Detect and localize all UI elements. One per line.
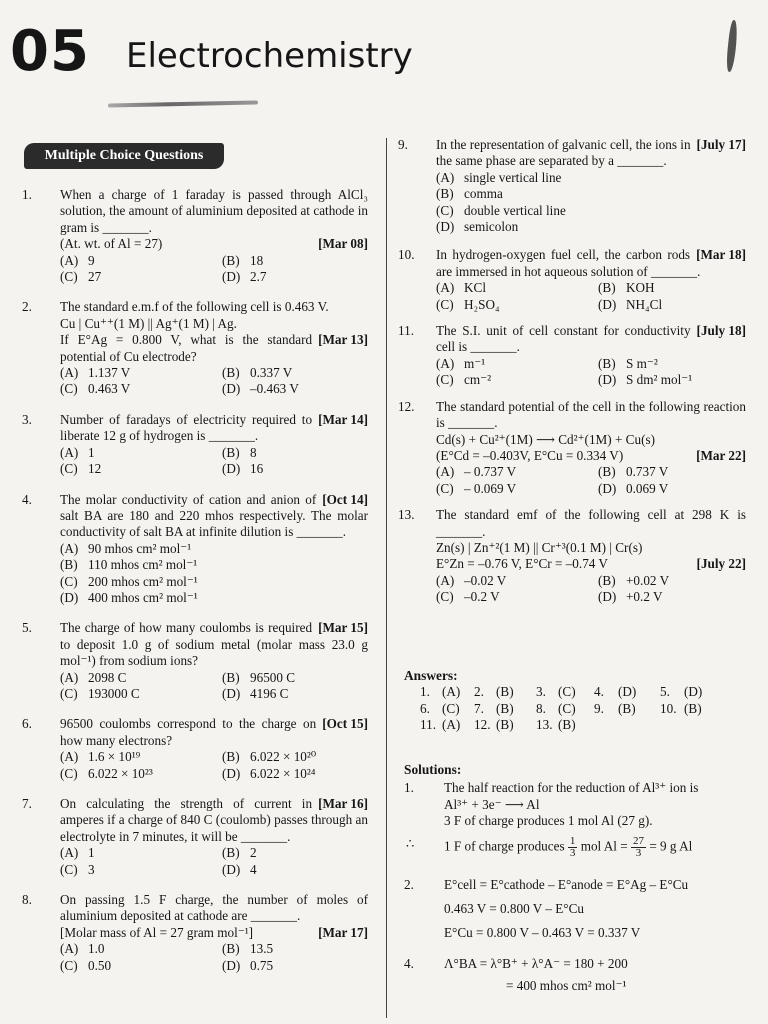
solution-number: 4.	[404, 955, 414, 971]
option-text: 0.737 V	[626, 464, 669, 480]
option-d	[60, 590, 368, 606]
option-label: (D)	[60, 589, 79, 605]
option-text: –0.02 V	[464, 572, 507, 588]
option-c	[60, 574, 368, 590]
exam-tag: [Oct 15]	[322, 716, 368, 732]
option-a	[60, 445, 222, 461]
option-label: (A)	[60, 669, 79, 685]
option-text: S dm² mol⁻¹	[626, 372, 693, 388]
option-label: (A)	[60, 845, 79, 861]
option-b	[436, 186, 746, 202]
option-label: (D)	[222, 957, 241, 973]
question-number: 7.	[22, 796, 32, 811]
option-label: (C)	[60, 461, 78, 477]
option-text: semicolon	[464, 219, 519, 235]
option-text: 0.463 V	[88, 381, 131, 397]
answer-option: (C)	[442, 700, 460, 716]
option-d	[436, 219, 746, 235]
question-number: 10.	[398, 247, 415, 263]
question-number: 8.	[22, 892, 32, 908]
answer-option: (D)	[684, 684, 703, 700]
options	[60, 941, 368, 974]
question-12	[398, 399, 746, 497]
question-11	[398, 323, 746, 389]
option-text: double vertical line	[464, 202, 566, 218]
option-text: 1	[88, 444, 95, 460]
option-b	[222, 941, 368, 957]
option-b	[222, 670, 368, 686]
option-d	[222, 381, 368, 397]
answer-number: 12.	[474, 717, 491, 733]
solution-text: = 9 g Al	[649, 838, 693, 854]
question-text: Cd(s) + Cu²⁺(1M) ⟶ Cd²⁺(1M) + Cu(s)	[436, 431, 655, 447]
answer-number: 9.	[594, 700, 604, 716]
left-column	[22, 187, 368, 984]
option-label: (C)	[436, 296, 454, 312]
numerator: 27	[633, 834, 645, 847]
option-d	[598, 481, 746, 497]
solution-equation: 0.463 V = 0.800 V – E°Cu	[444, 900, 584, 916]
question-number: 2.	[22, 299, 32, 315]
chapter-number: 05	[10, 19, 90, 84]
option-a	[60, 541, 368, 557]
solution-equation: E°cell = E°cathode – E°anode = E°Ag – E°Cu	[444, 876, 689, 892]
option-c	[436, 589, 598, 605]
option-label: (A)	[436, 169, 455, 185]
option-c	[60, 381, 222, 397]
option-text: 8	[250, 444, 257, 460]
option-text: 6.022 × 10²⁴	[250, 765, 316, 781]
option-label: (D)	[222, 765, 241, 781]
option-c	[60, 461, 222, 477]
question-text: On passing 1.5 F charge, the number of moles of aluminium deposited at cathode are _______.	[60, 892, 368, 924]
options	[60, 845, 368, 878]
question-text: (At. wt. of Al = 27)	[60, 236, 163, 252]
option-label: (C)	[436, 202, 454, 218]
option-b	[222, 445, 368, 461]
option-text: 193000 C	[88, 685, 140, 701]
option-text: 2	[250, 845, 257, 861]
question-text: The molar conductivity of cation and anion of salt BA are 180 and 220 mhos respectively. The molar conductivity of salt BA at infinite dilution is _______.	[60, 491, 368, 540]
question-text: When a charge of 1 faraday is passed through AlCl₃ solution, the amount of aluminium deposited at cathode in gram is _______.	[60, 187, 368, 235]
solution-number: 1.	[404, 780, 414, 796]
question-text: The standard potential of the cell in the following reaction is _______.	[436, 398, 746, 431]
option-text: –0.463 V	[250, 381, 299, 397]
question-number: 5.	[22, 620, 32, 636]
option-b	[222, 749, 368, 765]
question-number: 11.	[398, 323, 414, 339]
option-label: (D)	[598, 480, 617, 496]
option-a	[436, 464, 598, 480]
option-label: (C)	[436, 589, 454, 605]
option-d	[222, 686, 368, 702]
option-label: (B)	[222, 444, 240, 460]
question-text: (E°Cd = –0.403V, E°Cu = 0.334 V)	[436, 447, 624, 463]
option-text: cm⁻²	[464, 372, 492, 388]
option-d	[598, 589, 746, 605]
option-text: 0.50	[88, 957, 112, 973]
option-b	[598, 464, 746, 480]
option-d	[598, 372, 746, 388]
option-b	[598, 356, 746, 372]
denominator: 3	[569, 846, 576, 859]
exam-tag: [Mar 15]	[318, 620, 368, 636]
option-text: 16	[250, 461, 264, 477]
answer-option: (A)	[442, 684, 461, 700]
question-text: Number of faradays of electricity required to liberate 12 g of hydrogen is _______.	[60, 411, 313, 444]
option-a	[60, 253, 222, 269]
options	[436, 280, 746, 313]
option-label: (C)	[60, 573, 78, 589]
option-text: 96500 C	[250, 669, 296, 685]
question-number: 13.	[398, 507, 415, 523]
question-text: The charge of how many coulombs is required to deposit 1.0 g of sodium metal (molar mass 23.0 g mol⁻¹) from sodium ions?	[60, 620, 368, 669]
answer-number: 3.	[536, 684, 546, 700]
answer-empty	[684, 717, 718, 733]
option-label: (A)	[60, 365, 79, 381]
option-text: +0.2 V	[626, 589, 663, 605]
exam-tag: [Mar 18]	[696, 247, 746, 263]
answer-option: (B)	[496, 684, 514, 700]
question-text: The standard e.m.f of the following cell is 0.463 V.	[60, 299, 329, 315]
option-text: 3	[88, 861, 95, 877]
question-6	[22, 716, 368, 782]
option-text: 4	[250, 861, 257, 877]
options	[60, 749, 368, 782]
option-label: (A)	[60, 444, 79, 460]
fraction	[631, 836, 646, 859]
solution-equation: = 400 mhos cm² mol⁻¹	[506, 977, 627, 993]
option-text: 200 mhos cm² mol⁻¹	[88, 573, 198, 589]
solutions-section	[404, 762, 748, 997]
option-label: (D)	[222, 269, 241, 285]
option-text: 110 mhos cm² mol⁻¹	[88, 557, 198, 573]
options	[60, 541, 368, 607]
solution-2	[404, 873, 748, 945]
option-text: 400 mhos cm² mol⁻¹	[88, 589, 198, 605]
option-text: 0.069 V	[626, 480, 669, 496]
fraction	[568, 836, 578, 859]
option-c	[60, 269, 222, 285]
option-label: (D)	[222, 381, 241, 397]
exam-tag: [Mar 08]	[318, 236, 368, 252]
answer-number: 4.	[594, 684, 604, 700]
option-label: (B)	[436, 186, 454, 202]
option-label: (A)	[436, 280, 455, 296]
option-text: 1.6 × 10¹⁹	[88, 749, 141, 765]
option-a	[436, 170, 746, 186]
answer-option: (B)	[684, 700, 702, 716]
answer-number: 10.	[660, 700, 677, 716]
option-a	[60, 365, 222, 381]
option-label: (D)	[222, 461, 241, 477]
option-c	[60, 862, 222, 878]
option-d	[222, 269, 368, 285]
question-text: Cu | Cu⁺⁺(1 M) || Ag⁺(1 M) | Ag.	[60, 315, 237, 331]
option-text: 0.337 V	[250, 365, 293, 381]
option-label: (A)	[60, 540, 79, 556]
option-d	[598, 297, 746, 313]
answer-empty	[660, 717, 684, 733]
option-label: (B)	[222, 252, 240, 268]
option-d	[222, 766, 368, 782]
solution-equation: Λ°BA = λ°B⁺ + λ°A⁻ = 180 + 200	[444, 955, 628, 971]
answer-number: 6.	[420, 700, 430, 716]
solution-1	[404, 780, 748, 858]
option-label: (D)	[598, 372, 617, 388]
answer-option: (D)	[618, 684, 637, 700]
option-label: (B)	[598, 572, 616, 588]
exam-tag: [July 17]	[696, 137, 746, 152]
column-divider	[386, 138, 387, 1018]
option-c	[436, 203, 746, 219]
option-label: (A)	[60, 941, 79, 957]
question-text: The standard emf of the following cell at 298 K is _______.	[436, 507, 746, 539]
option-label: (B)	[222, 749, 240, 765]
question-5	[22, 620, 368, 702]
solution-text: 1 F of charge produces	[444, 838, 565, 854]
question-7	[22, 796, 368, 878]
option-text: 2098 C	[88, 669, 127, 685]
option-text: 6.022 × 10²³	[88, 765, 153, 781]
question-9	[398, 137, 746, 235]
option-c	[60, 766, 222, 782]
numerator: 1	[569, 834, 576, 847]
answer-option: (B)	[496, 717, 514, 733]
answer-number: 13.	[536, 717, 553, 733]
option-label: (D)	[598, 296, 617, 312]
option-a	[436, 573, 598, 589]
exam-tag: [Mar 17]	[318, 924, 368, 940]
option-c	[436, 297, 598, 313]
solution-equation: E°Cu = 0.800 V – 0.463 V = 0.337 V	[444, 924, 641, 940]
option-label: (C)	[436, 480, 454, 496]
option-label: (C)	[60, 957, 78, 973]
option-text: single vertical line	[464, 169, 562, 185]
option-d	[222, 461, 368, 477]
option-label: (D)	[598, 589, 617, 605]
answer-number: 7.	[474, 700, 484, 716]
answer-number: 11.	[420, 717, 436, 733]
option-b	[60, 557, 368, 573]
option-text: 0.75	[250, 957, 274, 973]
solution-text: mol Al =	[580, 838, 628, 854]
question-text: In the representation of galvanic cell, the ions in the same phase are separated by a _______.	[436, 137, 691, 169]
option-text: 13.5	[250, 941, 274, 957]
page-edge-mark	[725, 20, 738, 73]
option-b	[598, 280, 746, 296]
option-b	[222, 365, 368, 381]
answer-number: 2.	[474, 684, 484, 700]
question-number: 3.	[22, 411, 32, 427]
solution-4	[404, 953, 748, 997]
answers-heading: Answers:	[404, 668, 458, 683]
question-text: 96500 coulombs correspond to the charge on how many electrons?	[60, 716, 317, 748]
section-badge: Multiple Choice Questions	[24, 143, 224, 169]
option-label: (C)	[60, 381, 78, 397]
option-c	[436, 481, 598, 497]
solution-number: 2.	[404, 876, 414, 892]
option-text: KCl	[464, 280, 486, 296]
question-text: Zn(s) | Zn⁺²(1 M) || Cr⁺³(0.1 M) | Cr(s)	[436, 539, 643, 555]
option-text: 6.022 × 10²⁰	[250, 749, 317, 765]
option-label: (A)	[60, 749, 79, 765]
option-c	[60, 686, 222, 702]
option-text: 1.0	[88, 941, 105, 957]
option-text: 18	[250, 252, 264, 268]
option-label: (B)	[222, 365, 240, 381]
option-text: 12	[88, 461, 102, 477]
answer-option: (A)	[442, 717, 461, 733]
option-text: S m⁻²	[626, 355, 658, 371]
option-b	[222, 253, 368, 269]
option-label: (C)	[60, 765, 78, 781]
options	[436, 464, 746, 497]
answer-number: 8.	[536, 700, 546, 716]
option-text: 9	[88, 252, 95, 268]
option-text: 90 mhos cm² mol⁻¹	[88, 540, 192, 556]
option-text: 1	[88, 845, 95, 861]
therefore-symbol: ∴	[406, 835, 415, 851]
option-a	[60, 941, 222, 957]
options	[60, 365, 368, 398]
answer-option: (B)	[618, 700, 636, 716]
option-label: (D)	[222, 685, 241, 701]
option-a	[436, 280, 598, 296]
question-text: The S.I. unit of cell constant for conductivity cell is _______.	[436, 323, 691, 355]
option-d	[222, 862, 368, 878]
option-label: (C)	[436, 372, 454, 388]
answer-option: (C)	[558, 684, 576, 700]
option-label: (B)	[598, 355, 616, 371]
answer-number: 1.	[420, 684, 430, 700]
right-column	[398, 137, 746, 616]
option-label: (B)	[60, 557, 78, 573]
option-label: (A)	[60, 252, 79, 268]
option-text: – 0.069 V	[464, 480, 517, 496]
question-8	[22, 892, 368, 974]
option-text: – 0.737 V	[464, 464, 517, 480]
option-label: (A)	[436, 464, 455, 480]
options	[436, 170, 746, 236]
title-underline	[108, 100, 258, 107]
option-a	[60, 749, 222, 765]
option-text: m⁻¹	[464, 355, 486, 371]
exam-tag: [July 18]	[696, 323, 746, 339]
question-number: 6.	[22, 716, 32, 732]
solution-text: 3 F of charge produces 1 mol Al (27 g).	[444, 813, 653, 829]
option-label: (C)	[60, 685, 78, 701]
exam-tag: [Mar 16]	[318, 796, 368, 811]
options	[60, 253, 368, 286]
denominator: 3	[635, 846, 642, 859]
question-3	[22, 412, 368, 478]
option-label: (D)	[222, 861, 241, 877]
option-text: comma	[464, 186, 503, 202]
option-c	[436, 372, 598, 388]
answer-option: (B)	[496, 700, 514, 716]
option-text: 2.7	[250, 269, 267, 285]
option-b	[222, 845, 368, 861]
exam-tag: [Mar 14]	[318, 411, 368, 427]
option-label: (A)	[436, 572, 455, 588]
exam-tag: [Mar 13]	[318, 332, 368, 348]
option-a	[436, 356, 598, 372]
answer-number: 5.	[660, 684, 670, 700]
solutions-heading: Solutions:	[404, 762, 462, 777]
solution-text: The half reaction for the reduction of Al³⁺ ion is	[444, 780, 699, 796]
option-label: (A)	[436, 355, 455, 371]
answers-grid	[420, 684, 748, 733]
exam-tag: [Oct 14]	[322, 491, 368, 507]
question-text: If E°Ag = 0.800 V, what is the standard potential of Cu electrode?	[60, 332, 313, 364]
option-label: (C)	[60, 269, 78, 285]
answers-section	[404, 668, 748, 734]
option-text: 27	[88, 269, 102, 285]
option-label: (B)	[222, 845, 240, 861]
option-text: 4196 C	[250, 685, 289, 701]
exam-tag: [July 22]	[696, 556, 746, 572]
option-text: 1.137 V	[88, 365, 131, 381]
option-a	[60, 845, 222, 861]
options	[60, 445, 368, 478]
answer-option: (B)	[558, 717, 576, 733]
option-label: (B)	[598, 464, 616, 480]
chapter-title: Electrochemistry	[126, 36, 413, 76]
option-c	[60, 958, 222, 974]
options	[436, 573, 746, 606]
question-4	[22, 492, 368, 607]
question-text: [Molar mass of Al = 27 gram mol⁻¹]	[60, 924, 254, 940]
question-text: In hydrogen-oxygen fuel cell, the carbon rods are immersed in hot aqueous solution of _______.	[436, 247, 701, 279]
option-text: +0.02 V	[626, 572, 670, 588]
question-13	[398, 507, 746, 605]
question-number: 9.	[398, 137, 408, 152]
solution-equation: Al³⁺ + 3e⁻ ⟶ Al	[444, 796, 540, 812]
options	[436, 356, 746, 389]
option-label: (C)	[60, 861, 78, 877]
option-b	[598, 573, 746, 589]
question-text: E°Zn = –0.76 V, E°Cr = –0.74 V	[436, 556, 608, 572]
question-text: On calculating the strength of current in amperes if a charge of 840 C (coulomb) passes through an electrolyte in 7 minutes, it will be _______.	[60, 796, 368, 844]
options	[60, 670, 368, 703]
question-1	[22, 187, 368, 285]
option-text: –0.2 V	[464, 589, 500, 605]
question-10	[398, 247, 746, 313]
option-text: NH₄Cl	[626, 296, 663, 312]
option-text: H₂SO₄	[464, 296, 500, 312]
exam-tag: [Mar 22]	[696, 447, 746, 463]
question-number: 12.	[398, 398, 415, 414]
option-a	[60, 670, 222, 686]
answer-empty	[618, 717, 660, 733]
option-label: (B)	[222, 669, 240, 685]
option-label: (B)	[598, 280, 616, 296]
question-number: 1.	[22, 187, 32, 202]
option-label: (D)	[436, 219, 455, 235]
option-d	[222, 958, 368, 974]
option-label: (B)	[222, 941, 240, 957]
answer-option: (C)	[558, 700, 576, 716]
answer-empty	[594, 717, 618, 733]
option-text: KOH	[626, 280, 655, 296]
question-number: 4.	[22, 491, 32, 507]
question-2	[22, 299, 368, 397]
